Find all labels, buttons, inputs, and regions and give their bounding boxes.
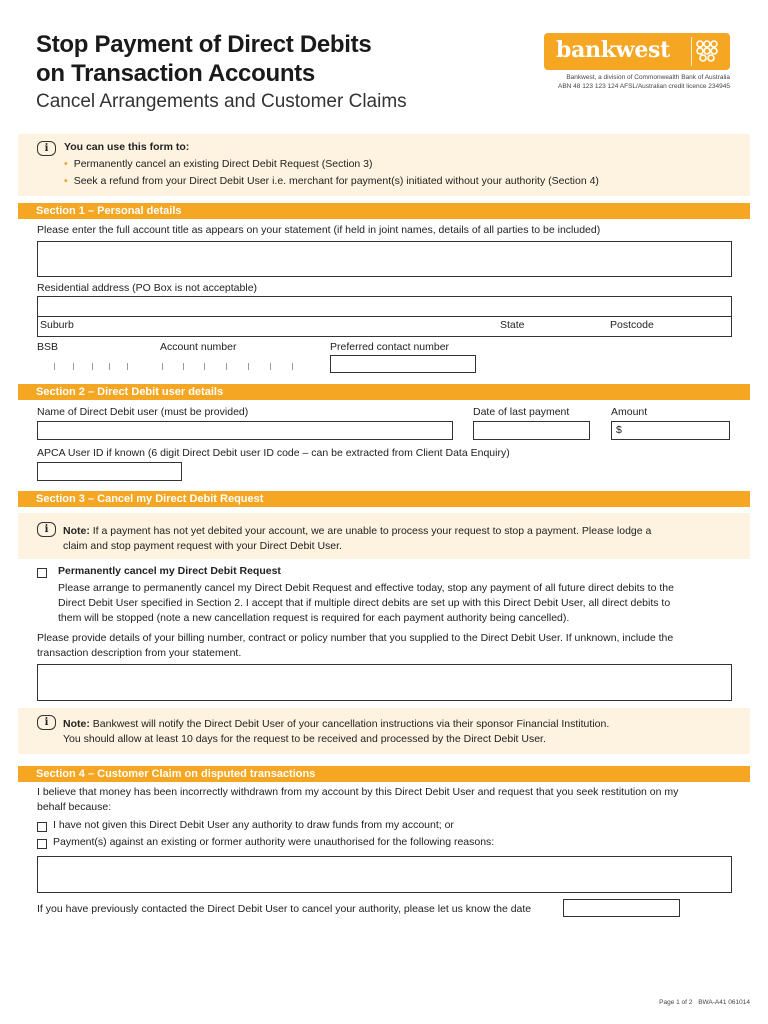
- apca-input[interactable]: [37, 462, 182, 481]
- previous-contact-label: If you have previously contacted the Direct Debit User to cancel your authority, please let us know the date: [37, 903, 532, 915]
- postcode-label: Postcode: [610, 319, 654, 331]
- info-icon: i: [37, 141, 56, 156]
- user-name-label: Name of Direct Debit user (must be provided): [37, 406, 249, 418]
- page-subtitle: Cancel Arrangements and Customer Claims: [36, 91, 407, 112]
- suburb-label: Suburb: [40, 319, 74, 331]
- form-code: BWA-A41 061014: [698, 999, 750, 1006]
- section-1-header: Section 1 – Personal details: [18, 203, 750, 219]
- title-line-1: Stop Payment of Direct Debits: [36, 31, 372, 58]
- page-title: [36, 30, 476, 88]
- last-payment-label: Date of last payment: [473, 406, 570, 418]
- no-authority-checkbox[interactable]: [37, 822, 47, 832]
- section-4-header: Section 4 – Customer Claim on disputed transactions: [18, 766, 750, 782]
- section-3-header: Section 3 – Cancel my Direct Debit Request: [18, 491, 750, 507]
- claim-statement: I believe that money has been incorrectly withdrawn from my account by this Direct Debit User and request that you seek restitution on my behalf because:: [37, 786, 679, 813]
- brand-line-1: Bankwest, a division of Commonwealth Bank of Australia: [566, 74, 730, 81]
- cancel-request-label: Permanently cancel my Direct Debit Request: [58, 565, 281, 577]
- billing-details-input[interactable]: [37, 664, 732, 701]
- page-footer: [659, 999, 750, 1006]
- account-title-input[interactable]: [37, 241, 732, 277]
- intro-heading: You can use this form to:: [64, 141, 190, 153]
- brand-legal-text: [558, 73, 730, 91]
- account-title-label: Please enter the full account title as appears on your statement (if held in joint names, details of all parties to be included): [37, 224, 601, 236]
- note-1-text: Note: If a payment has not yet debited your account, we are unable to process your request to stop a payment. Please lodge a claim and stop payment request with your Direct Debit User.: [63, 525, 652, 552]
- previous-contact-date-input[interactable]: [563, 899, 680, 917]
- state-label: State: [500, 319, 525, 331]
- note-2-text: Note: Bankwest will notify the Direct Debit User of your cancellation instructions via their sponsor Financial Institution. You should allow at least 10 days for the request to be received and processed by the Direct Debit User.: [63, 718, 610, 745]
- bankwest-logo: [544, 33, 730, 70]
- account-number-input[interactable]: [160, 356, 315, 372]
- intro-bullet-1: • Permanently cancel an existing Direct Debit Request (Section 3): [64, 158, 373, 170]
- no-authority-label: I have not given this Direct Debit User any authority to draw funds from my account; or: [53, 819, 454, 831]
- section-2-header: Section 2 – Direct Debit user details: [18, 384, 750, 400]
- info-icon: i: [37, 522, 56, 537]
- page-number: Page 1 of 2: [659, 999, 693, 1006]
- last-payment-input[interactable]: [473, 421, 590, 440]
- unauthorised-checkbox[interactable]: [37, 839, 47, 849]
- bsb-input[interactable]: [37, 356, 145, 372]
- address-divider: [38, 316, 731, 317]
- brand-line-2: ABN 48 123 123 124 AFSL/Australian credit licence 234945: [557, 83, 730, 90]
- reasons-input[interactable]: [37, 856, 732, 893]
- account-number-label: Account number: [160, 341, 237, 353]
- intro-bullet-2: • Seek a refund from your Direct Debit User i.e. merchant for payment(s) initiated without your authority (Section 4): [64, 175, 599, 187]
- contact-number-label: Preferred contact number: [330, 341, 450, 353]
- cancel-request-checkbox[interactable]: [37, 568, 47, 578]
- unauthorised-label: Payment(s) against an existing or former authority were unauthorised for the following reasons:: [53, 836, 495, 848]
- apca-label: APCA User ID if known (6 digit Direct Debit user ID code – can be extracted from Client Data Enquiry): [37, 447, 510, 459]
- amount-prefix: $: [616, 424, 622, 436]
- address-label: Residential address (PO Box is not acceptable): [37, 282, 258, 294]
- amount-label: Amount: [611, 406, 648, 418]
- info-icon: i: [37, 715, 56, 730]
- user-name-input[interactable]: [37, 421, 453, 440]
- bsb-label: BSB: [37, 341, 59, 353]
- logo-wordmark: bankwest: [556, 37, 670, 63]
- contact-number-input[interactable]: [330, 355, 476, 373]
- billing-details-label: Please provide details of your billing number, contract or policy number that you supplied to the Direct Debit User. If unknown, include the transaction description from your statement.: [37, 632, 674, 659]
- logo-emblem-icon: [691, 37, 724, 66]
- title-line-2: on Transaction Accounts: [36, 60, 315, 87]
- amount-input[interactable]: [611, 421, 730, 440]
- cancel-request-text: Please arrange to permanently cancel my Direct Debit Request and effective today, stop any payment of all future direct debits to the Direct Debit User specified in Section 2. I accept that if multiple direct debits are set up with this Direct Debit User, all direct debits to them will be stopped (note a new cancellation request is required for each payment authority being cancelled).: [58, 582, 674, 624]
